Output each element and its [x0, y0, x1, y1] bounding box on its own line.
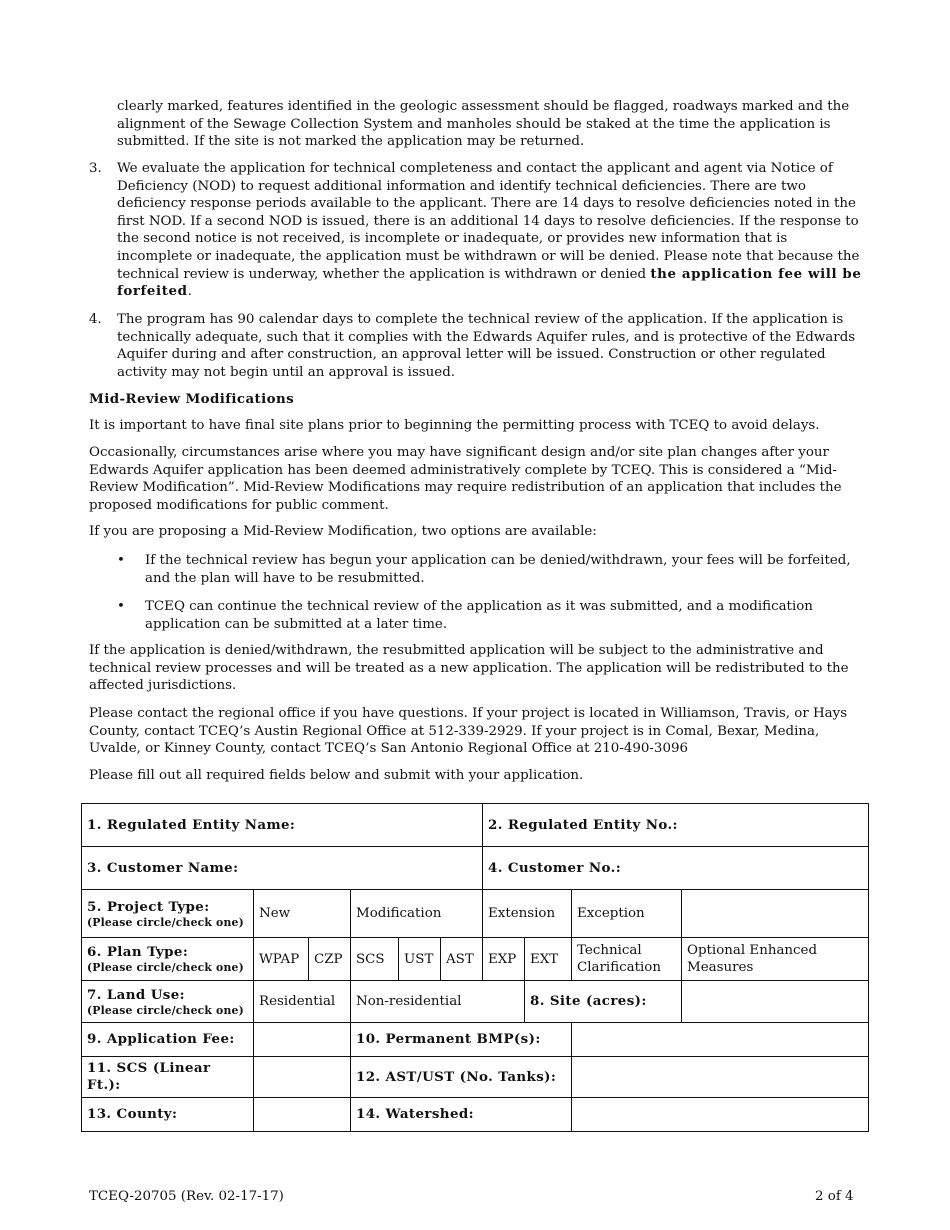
page-number: 2 of 4	[815, 1189, 854, 1204]
plan-type-option-technical-clarification[interactable]: Technical Clarification	[572, 938, 682, 981]
section-heading: Mid-Review Modifications	[89, 391, 295, 407]
step-number: 4.	[89, 312, 102, 327]
ast-ust-tanks-label: 12. AST/UST (No. Tanks):	[351, 1057, 572, 1098]
bullet-item	[117, 552, 865, 587]
step-text: The program has 90 calendar days to complete the technical review of the application. If the application is technically adequate, such that it complies with the Edwards Aquifer rules, and is protective of the Edwards Aquifer during and after construction, an approval letter will be issued. Construction or other regulated activity may not begin until an approval is issued.	[117, 312, 856, 380]
plan-type-option-czp[interactable]: CZP	[309, 938, 351, 981]
plan-type-option-wpap[interactable]: WPAP	[254, 938, 309, 981]
project-type-option-exception[interactable]: Exception	[572, 890, 682, 938]
bullet-icon: •	[117, 599, 125, 614]
application-fee-label: 9. Application Fee:	[82, 1023, 254, 1057]
regulated-entity-name-field[interactable]: 1. Regulated Entity Name:	[82, 804, 483, 847]
paragraph: Occasionally, circumstances arise where you may have significant design and/or site plan changes after your Edwards Aquifer application has been deemed administratively complete by TCEQ. This is considered a “Mid-Review Modification”. Mid-Review Modifications may require redistribution of an application that includes the proposed modifications for public comment.	[89, 445, 842, 513]
watershed-field[interactable]	[572, 1098, 869, 1132]
plan-type-option-exp[interactable]: EXP	[483, 938, 525, 981]
plan-type-option-ext[interactable]: EXT	[525, 938, 572, 981]
application-fee-field[interactable]	[254, 1023, 351, 1057]
paragraph: If the application is denied/withdrawn, the resubmitted application will be subject to the administrative and technical review processes and will be treated as a new application. The application will be redistributed to the affected jurisdictions.	[89, 643, 849, 694]
paragraph: It is important to have final site plans prior to beginning the permitting process with TCEQ to avoid delays.	[89, 418, 820, 433]
site-acres-field[interactable]	[682, 981, 869, 1023]
plan-type-option-ust[interactable]: UST	[399, 938, 441, 981]
project-type-label: 5. Project Type: (Please circle/check one)	[82, 890, 254, 938]
land-use-option-non-residential[interactable]: Non-residential	[351, 981, 525, 1023]
step-4	[89, 311, 865, 381]
application-info-form	[81, 803, 869, 1132]
county-field[interactable]	[254, 1098, 351, 1132]
permanent-bmps-label: 10. Permanent BMP(s):	[351, 1023, 572, 1057]
land-use-option-residential[interactable]: Residential	[254, 981, 351, 1023]
paragraph: Please fill out all required fields below and submit with your application.	[89, 768, 584, 783]
paragraph: Please contact the regional office if you have questions. If your project is located in Williamson, Travis, or Hays County, contact TCEQ’s Austin Regional Office at 512-339-2929. If your project is in Comal, Bexar, Medina, Uvalde, or Kinney County, contact TCEQ’s San Antonio Regional Office at 210-490-3096	[89, 706, 848, 757]
scs-linear-ft-field[interactable]	[254, 1057, 351, 1098]
bullet-text: If the technical review has begun your application can be denied/withdrawn, your fees will be forfeited, and the plan will have to be resubmitted.	[145, 553, 851, 586]
plan-type-option-optional-enhanced-measures[interactable]: Optional Enhanced Measures	[682, 938, 869, 981]
step-text: We evaluate the application for technical completeness and contact the applicant and agent via Notice of Deficiency (NOD) to request additional information and identify technical deficiencies. There are two deficiency response periods available to the applicant. There are 14 days to resolve deficiencies noted in the first NOD. If a second NOD is issued, there is an additional 14 days to resolve deficiencies. If the response to the second notice is not received, is incomplete or inadequate, or provides new information that is incomplete or inadequate, the application must be withdrawn or will be denied. Please note that because the technical review is underway, whether the application is withdrawn or denied the application fee will be forfeited.	[117, 161, 862, 300]
step-number: 3.	[89, 161, 102, 176]
customer-no-field[interactable]: 4. Customer No.:	[483, 847, 869, 890]
form-id-footer: TCEQ-20705 (Rev. 02-17-17)	[89, 1189, 284, 1204]
ast-ust-tanks-field[interactable]	[572, 1057, 869, 1098]
bullet-icon: •	[117, 553, 125, 568]
permanent-bmps-field[interactable]	[572, 1023, 869, 1057]
plan-type-option-scs[interactable]: SCS	[351, 938, 399, 981]
plan-type-option-ast[interactable]: AST	[441, 938, 483, 981]
site-acres-label: 8. Site (acres):	[525, 981, 682, 1023]
watershed-label: 14. Watershed:	[351, 1098, 572, 1132]
bullet-text: TCEQ can continue the technical review of the application as it was submitted, and a modification application can be submitted at a later time.	[145, 599, 813, 632]
step-3	[89, 160, 865, 301]
county-label: 13. County:	[82, 1098, 254, 1132]
plan-type-label: 6. Plan Type: (Please circle/check one)	[82, 938, 254, 981]
bullet-item	[117, 598, 865, 633]
continued-step-text: clearly marked, features identified in the geologic assessment should be flagged, roadways marked and the alignment of the Sewage Collection System and manholes should be staked at the time the application is submitted. If the site is not marked the application may be returned.	[117, 99, 850, 150]
project-type-blank-cell	[682, 890, 869, 938]
land-use-label: 7. Land Use: (Please circle/check one)	[82, 981, 254, 1023]
customer-name-field[interactable]: 3. Customer Name:	[82, 847, 483, 890]
fee-forfeited-warning: the application fee will be forfeited	[117, 265, 862, 300]
regulated-entity-no-field[interactable]: 2. Regulated Entity No.:	[483, 804, 869, 847]
project-type-option-new[interactable]: New	[254, 890, 351, 938]
paragraph: If you are proposing a Mid-Review Modification, two options are available:	[89, 524, 597, 539]
project-type-option-extension[interactable]: Extension	[483, 890, 572, 938]
project-type-option-modification[interactable]: Modification	[351, 890, 483, 938]
scs-linear-ft-label: 11. SCS (Linear Ft.):	[82, 1057, 254, 1098]
